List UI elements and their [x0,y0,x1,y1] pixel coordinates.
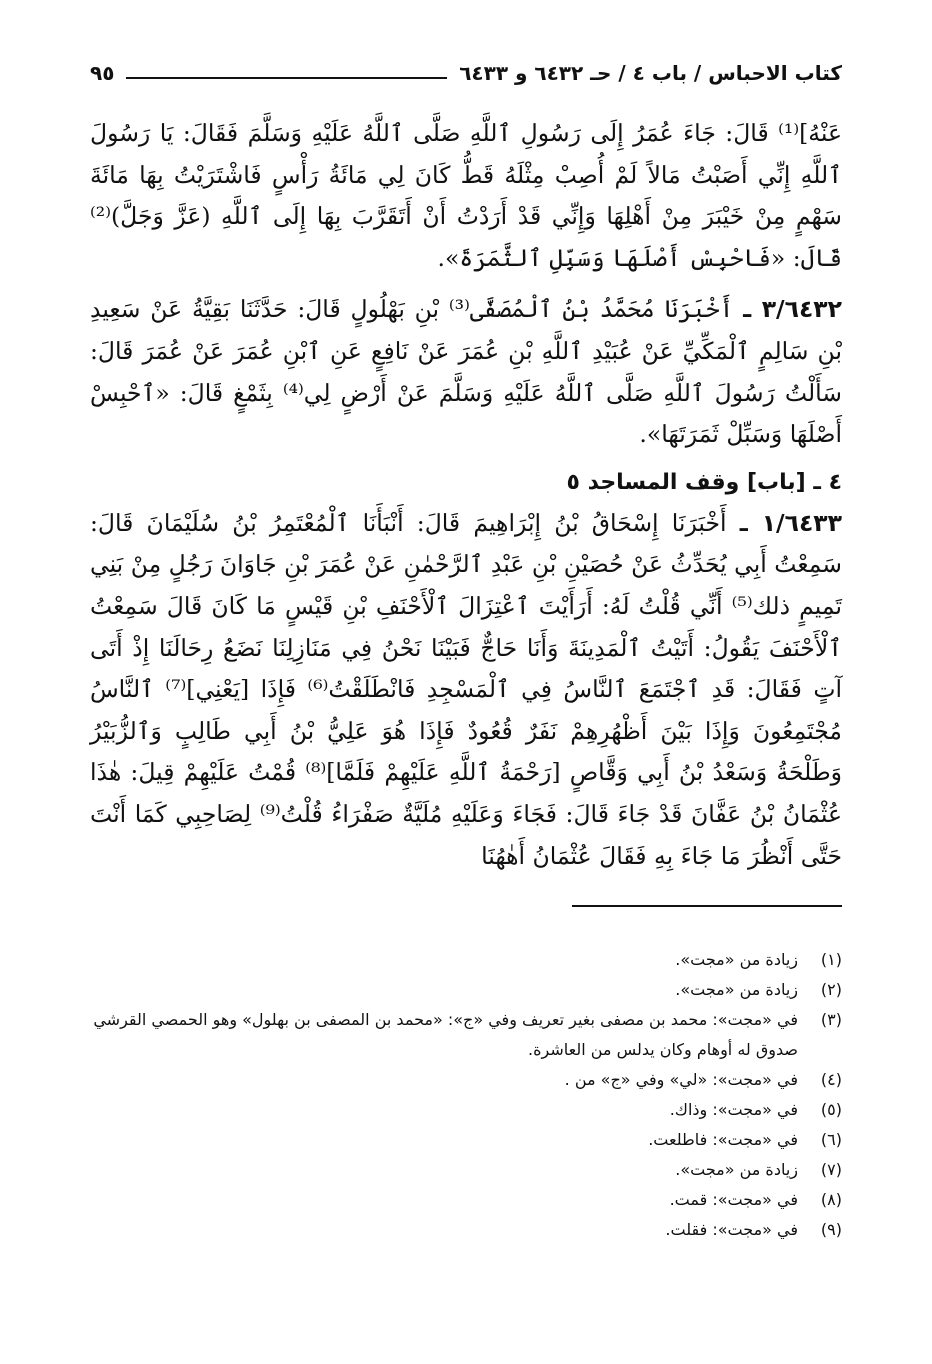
hadith-number: ١/٦٤٣٣ ـ [739,508,842,537]
footnote-text: زيادة من «مجت». [675,980,798,1000]
footnote-mark: (٨) [820,1190,842,1210]
running-title: كتاب الاحباس / باب ٤ / حـ ٦٤٣٢ و ٦٤٣٣ [459,61,842,85]
footnote-text: في «مجت»: فقلت. [665,1220,798,1240]
footnote-text: في «مجت»: فاطلعت. [648,1130,798,1150]
footnote-text: في «مجت»: «لي» وفي «ج» من . [564,1070,798,1090]
footnote-mark: (٥) [820,1100,842,1120]
paragraph-text: أَخْبَرَنَا إِسْحَاقُ بْنُ إِبْرَاهِيمَ قَالَ: أَنْبَأَنَا ٱلْمُعْتَمِرُ بْنُ سُلَيْمَانَ قَالَ: سَمِعْتُ أَبِي يُحَدِّثُ عَنْ حُصَيْنِ بْنِ عَبْدِ ٱلرَّحْمٰنِ عَنْ عُمَرَ بْنِ جَاوَانَ رَجُلٍ مِنْ بَنِي تَمِيمٍ ذلك⁽⁵⁾ أَنِّي قُلْتُ لَهُ: أَرَأَيْتَ ٱعْتِزَالَ ٱلْأَحْنَفِ بْنِ قَيْسٍ مَا كَانَ قَالَ سَمِعْتُ ٱلْأَحْنَفَ يَقُولُ: أَتَيْتُ ٱلْمَدِينَةَ وَأَنَا حَاجٌّ فَبَيْنَا نَحْنُ فِي مَنَازِلِنَا نَضَعُ رِحَالَنَا إِذْ أَتَى آتٍ فَقَالَ: قَدِ ٱجْتَمَعَ ٱلنَّاسُ فِي ٱلْمَسْجِدِ فَانْطَلَقْتُ⁽⁶⁾ فَإِذَا [يَعْنِي]⁽⁷⁾ ٱلنَّاسُ مُجْتَمِعُونَ وَإِذَا بَيْنَ أَظْهُرِهِمْ نَفَرٌ قُعُودٌ فَإِذَا هُوَ عَلِيُّ بْنُ أَبِي طَالِبٍ وَٱلزُّبَيْرُ وَطَلْحَةُ وَسَعْدُ بْنُ أَبِي وَقَّاصٍ [رَحْمَةُ ٱللَّهِ عَلَيْهِمْ فَلَمَّا]⁽⁸⁾ قُمْتُ عَلَيْهِمْ قِيلَ: هٰذَا عُثْمَانُ بْنُ عَفَّانَ قَدْ جَاءَ قَالَ: فَجَاءَ وَعَلَيْهِ مُلَيَّةٌ صَفْرَاءُ قُلْتُ⁽⁹⁾ لِصَاحِبِي كَمَا أَنْتَ حَتَّى أَنْظُرَ مَا جَاءَ بِهِ فَقَالَ عُثْمَانُ أَهٰهُنَا [90,508,843,870]
paragraph-continuation [90,113,842,279]
footnote-text: في «مجت»: قمت. [669,1190,798,1210]
page-number: ٩٥ [90,61,115,85]
footnote-item [90,1125,842,1155]
footnote-mark: (٧) [820,1160,842,1180]
footnote-mark: (٦) [820,1130,842,1150]
hadith-6432-3 [90,289,842,455]
book-page [90,55,842,1335]
footnote-text: زيادة من «مجت». [675,950,798,970]
footnote-item [90,1065,842,1095]
footnote-mark: (٩) [820,1220,842,1240]
footnote-item [90,1215,842,1245]
footnotes [90,945,842,1245]
running-head [90,55,842,91]
footnote-item [90,1155,842,1185]
hadith-6433-1 [90,503,842,877]
footnote-item [90,1005,842,1065]
footnote-mark: (١) [820,950,842,970]
footnote-mark: (٤) [820,1070,842,1090]
footnote-mark: (٢) [820,980,842,1000]
footnote-mark: (٣) [820,1010,842,1030]
footnote-text: في «مجت»: محمد بن مصفى بغير تعريف وفي «ج»: «محمد بن المصفى بن بهلول» وهو الحمصي القرشي صدوق له أوهام وكان يدلس من العاشرة. [93,1010,798,1060]
paragraph-text: أَخْبَرَنَا مُحَمَّدُ بْنُ ٱلْمُصَفَّى⁽³⁾ بْنِ بَهْلُولٍ قَالَ: حَدَّثَنَا بَقِيَّةُ عَنْ سَعِيدِ بْنِ سَالِمٍ ٱلْمَكِّيِّ عَنْ عُبَيْدِ ٱللَّهِ بْنِ عُمَرَ عَنْ نَافِعٍ عَنِ ٱبْنِ عُمَرَ عَنْ عُمَرَ قَالَ: سَأَلْتُ رَسُولَ ٱللَّهِ صَلَّى ٱللَّهُ عَلَيْهِ وَسَلَّمَ عَنْ أَرْضٍ لِي⁽⁴⁾ بِثَمْغٍ قَالَ: «ٱحْبِسْ أَصْلَهَا وَسَبِّلْ ثَمَرَتَهَا». [90,295,842,449]
footnote-item [90,945,842,975]
footnote-text: في «مجت»: وذاك. [669,1100,798,1120]
section-heading: ٤ ـ [باب] وقف المساجد ٥ [566,469,842,495]
header-rule [126,77,447,79]
footnote-text: زيادة من «مجت». [675,1160,798,1180]
main-text [90,113,842,877]
paragraph-text: عَنْهُ]⁽¹⁾ قَالَ: جَاءَ عُمَرُ إِلَى رَسُولِ ٱللَّهِ صَلَّى ٱللَّهُ عَلَيْهِ وَسَلَّمَ فَقَالَ: يَا رَسُولَ ٱللَّهِ إِنِّي أَصَبْتُ مَالاً لَمْ أُصِبْ مِثْلَهُ قَطُّ كَانَ لِي مَائَةُ رَأْسٍ فَاشْتَرَيْتُ بِهَا مَائَةَ سَهْمٍ مِنْ خَيْبَرَ مِنْ أَهْلِهَا وَإِنِّي قَدْ أَرَدْتُ أَنْ أَتَقَرَّبَ بِهَا إِلَى ٱللَّهِ (عَزَّ وَجَلَّ)⁽²⁾ قَالَ: «فَاحْبِسْ أَصْلَهَا وَسَبِّلِ ٱلثَّمَرَةَ». [90,119,842,272]
footnote-item [90,1095,842,1125]
footnote-rule [572,905,842,907]
hadith-number: ٣/٦٤٣٢ ـ [743,295,842,324]
footnote-item [90,975,842,1005]
footnote-item [90,1185,842,1215]
